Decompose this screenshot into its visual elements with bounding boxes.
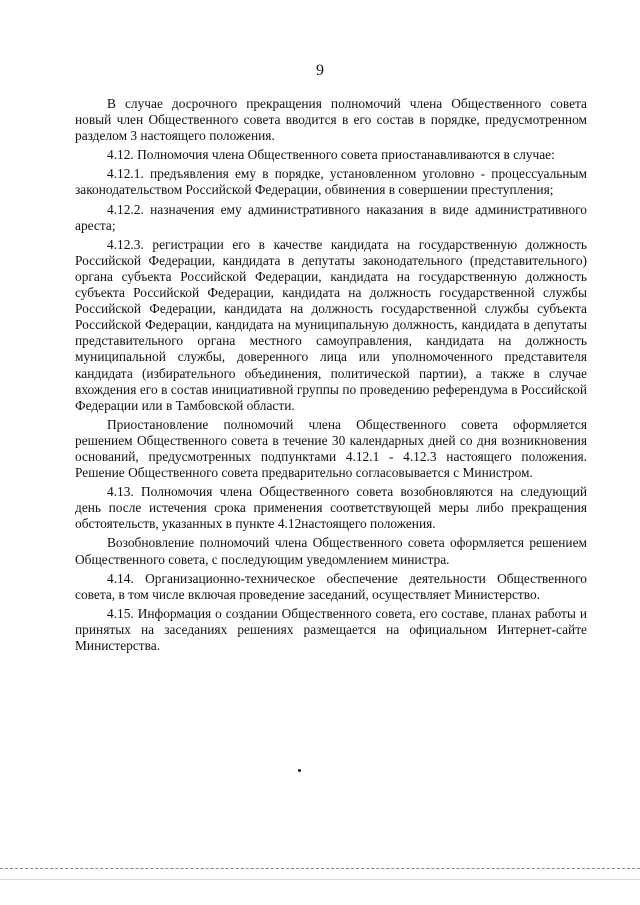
page-number: 9 xyxy=(316,62,324,79)
scan-speck xyxy=(298,769,301,772)
paragraph-resumption-decision: Возобновление полномочий члена Общественного совета оформляется решением Общественного совета, с последующим уведомлением министра. xyxy=(75,535,587,567)
paragraph-4-12-1: 4.12.1. предъявления ему в порядке, установленном уголовно - процессуальным законодательством Российской Федерации, обвинения в совершении преступления; xyxy=(75,166,587,198)
paragraph-4-13: 4.13. Полномочия члена Общественного совета возобновляются на следующий день после истечения срока применения соответствующей меры либо прекращения обстоятельств, указанных в пункте 4.12настоящего положения. xyxy=(75,484,587,532)
scan-edge-line xyxy=(0,868,640,869)
scan-edge-shadow xyxy=(0,879,640,880)
paragraph-4-12: 4.12. Полномочия члена Общественного совета приостанавливаются в случае: xyxy=(107,147,555,163)
paragraph-4-12-2: 4.12.2. назначения ему административного наказания в виде административного ареста; xyxy=(75,201,587,233)
document-body xyxy=(75,96,587,654)
paragraph-early-termination: В случае досрочного прекращения полномочий члена Общественного совета новый член Общественного совета вводится в его состав в порядке, предусмотренном разделом 3 настоящего положения. xyxy=(75,96,587,144)
paragraph-4-14: 4.14. Организационно-техническое обеспечение деятельности Общественного совета, в том числе включая проведение заседаний, осуществляет Министерство. xyxy=(75,570,587,602)
paragraph-4-15: 4.15. Информация о создании Общественного совета, его составе, планах работы и принятых на заседаниях решениях размещается на официальном Интернет-сайте Министерства. xyxy=(75,605,587,653)
paragraph-4-12-3: 4.12.3. регистрации его в качестве кандидата на государственную должность Российской Федерации, кандидата в депутаты законодательного (представительного) органа субъекта Российской Федерации, кандидата на государственную должность субъекта Российской Федерации, кандидата на должность государственной службы Российской Федерации, кандидата на должность государственной службы субъекта Российской Федерации, кандидата на муниципальную должность, кандидата в депутаты представительного органа местного самоуправления, кандидата на должность муниципальной службы, доверенного лица или уполномоченного представителя кандидата (избирательного объединения, политической партии), а также в случае вхождения его в состав инициативной группы по проведению референдума в Российской Федерации или в Тамбовской области. xyxy=(75,236,587,413)
paragraph-suspension-decision: Приостановление полномочий члена Общественного совета оформляется решением Общественного совета в течение 30 календарных дней со дня возникновения оснований, предусмотренных подпунктами 4.12.1 - 4.12.3 настоящего положения. Решение Общественного совета предварительно согласовывается с Министром. xyxy=(75,416,587,481)
